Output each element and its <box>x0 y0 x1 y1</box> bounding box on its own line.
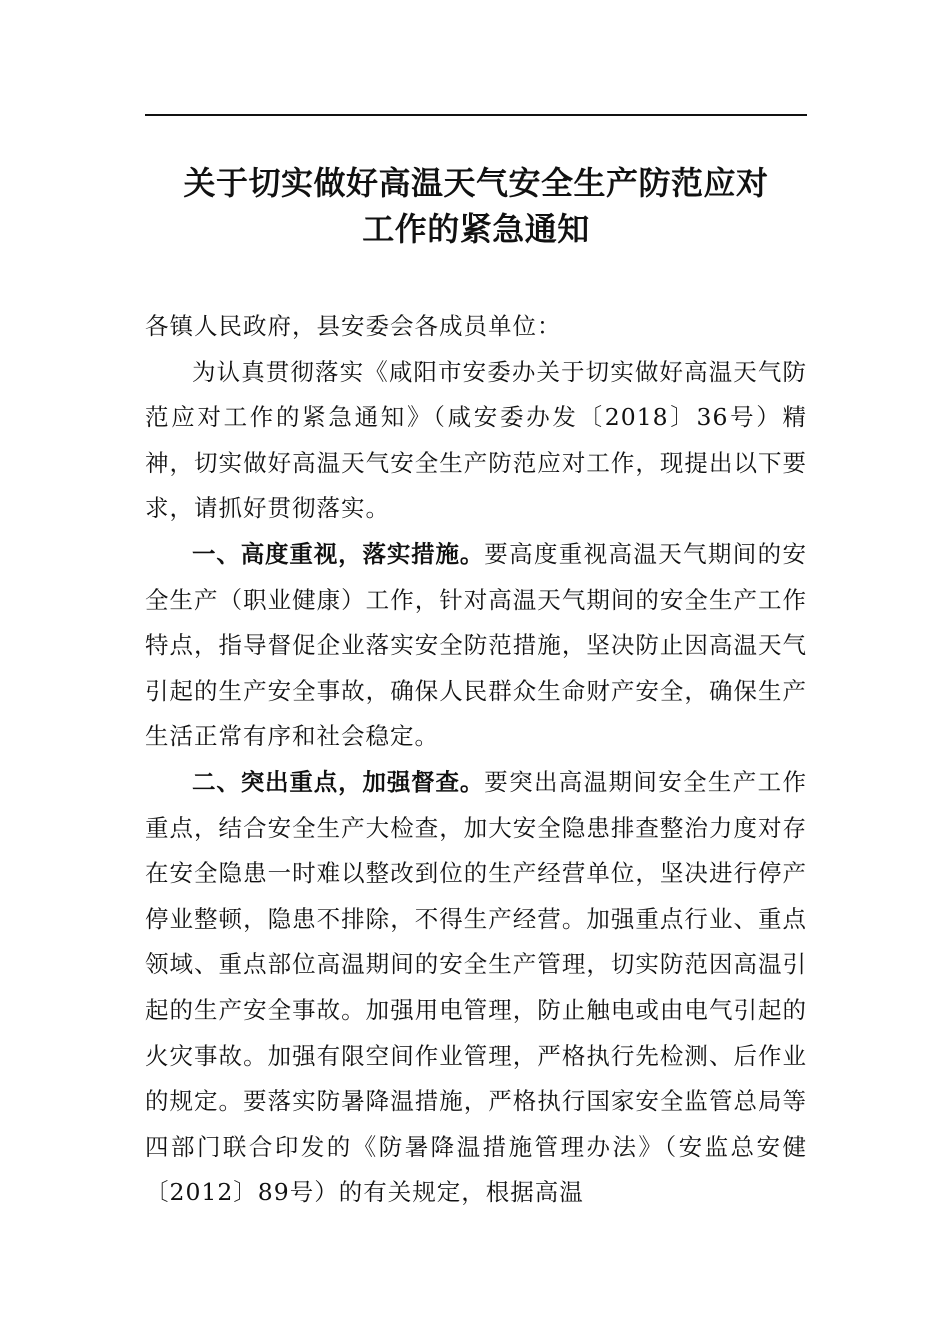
section-1-text: 要高度重视高温天气期间的安全生产（职业健康）工作，针对高温天气期间的安全生产工作特点，指导督促企业落实安全防范措施，坚决防止因高温天气引起的生产安全事故，确保人民群众生命财产安全，确保生产生活正常有序和社会稳定。 <box>145 539 807 751</box>
section-2-heading: 二、突出重点，加强督查。 <box>192 767 485 796</box>
title-line-1: 关于切实做好高温天气安全生产防范应对 <box>183 164 769 202</box>
document-title <box>145 160 807 252</box>
salutation: 各镇人民政府，县安委会各成员单位： <box>145 312 562 340</box>
document-body <box>145 304 807 1216</box>
section-1-heading: 一、高度重视，落实措施。 <box>192 539 485 568</box>
header-rule <box>145 114 807 116</box>
title-line-2: 工作的紧急通知 <box>362 210 590 248</box>
intro-paragraph: 为认真贯彻落实《咸阳市安委办关于切实做好高温天气防范应对工作的紧急通知》（咸安委办发〔2018〕36号）精神，切实做好高温天气安全生产防范应对工作，现提出以下要求，请抓好贯彻落实。 <box>145 357 807 523</box>
section-2-text: 要突出高温期间安全生产工作重点，结合安全生产大检查，加大安全隐患排查整治力度对存在安全隐患一时难以整改到位的生产经营单位，坚决进行停产停业整顿，隐患不排除，不得生产经营。加强重点行业、重点领域、重点部位高温期间的安全生产管理，切实防范因高温引起的生产安全事故。加强用电管理，防止触电或由电气引起的火灾事故。加强有限空间作业管理，严格执行先检测、后作业的规定。要落实防暑降温措施，严格执行国家安全监管总局等四部门联合印发的《防暑降温措施管理办法》（安监总安健〔2012〕89号）的有关规定，根据高温 <box>145 767 807 1207</box>
section-2-paragraph <box>145 760 807 1216</box>
section-1-paragraph <box>145 532 807 760</box>
